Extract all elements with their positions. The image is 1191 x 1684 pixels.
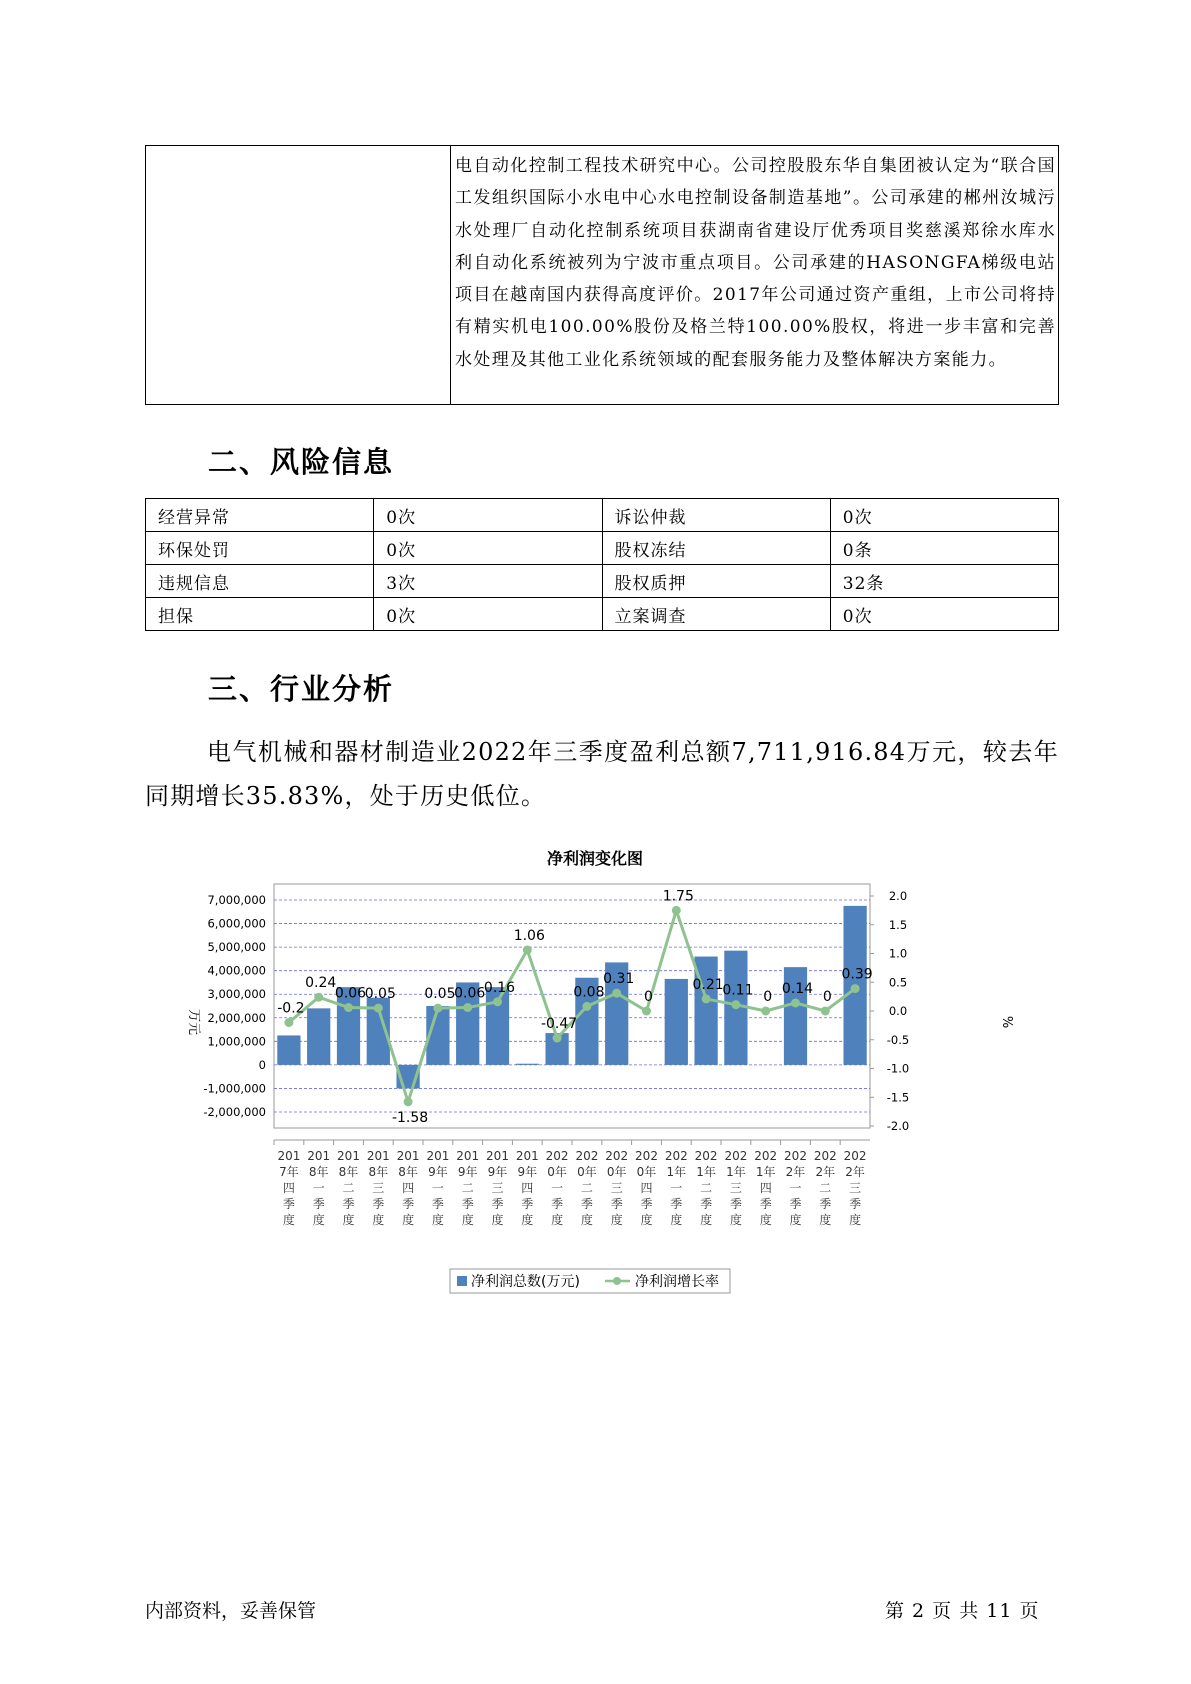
growth-point (612, 989, 621, 998)
x-tick-label: 二 (819, 1181, 832, 1195)
company-info-left-cell (146, 146, 451, 405)
x-tick-label: 一 (312, 1181, 325, 1195)
legend-bar-label: 净利润总数(万元) (471, 1274, 580, 1290)
x-tick-label: 一 (551, 1181, 564, 1195)
chart-ylabel-left: 万元 (186, 1008, 201, 1036)
y-right-tick-label: 2.0 (888, 889, 908, 903)
x-tick-label: 季 (610, 1197, 623, 1211)
x-tick-label: 度 (461, 1213, 474, 1227)
x-tick-label: 季 (342, 1197, 355, 1211)
risk-label: 诉讼仲裁 (602, 499, 830, 532)
x-tick-label: 0年 (577, 1165, 597, 1179)
growth-point (761, 1007, 770, 1016)
x-tick-label: 四 (282, 1181, 295, 1195)
chart-ylabel-right: % (999, 1015, 1014, 1029)
y-right-tick-label: 0.5 (888, 975, 908, 990)
x-tick-label: 202 (754, 1149, 778, 1163)
x-tick-label: 8年 (398, 1165, 418, 1179)
chart-svg (180, 840, 1014, 1310)
x-tick-label: 季 (551, 1197, 564, 1211)
y-left-tick-label: 5,000,000 (207, 940, 266, 955)
risk-label: 经营异常 (146, 499, 374, 532)
x-tick-label: 一 (431, 1181, 444, 1195)
risk-value: 0次 (830, 499, 1058, 532)
growth-point (731, 1000, 740, 1009)
growth-point (493, 997, 502, 1006)
x-tick-label: 1年 (696, 1165, 716, 1179)
x-tick-label: 季 (759, 1197, 772, 1211)
growth-point (374, 1004, 383, 1013)
y-left-tick-label: 3,000,000 (207, 987, 266, 1002)
x-tick-label: 季 (670, 1197, 683, 1211)
x-tick-label: 三 (849, 1181, 862, 1195)
footer-page-number: 第 2 页 共 11 页 (885, 1600, 1040, 1622)
x-tick-label: 四 (759, 1181, 772, 1195)
legend-line-label: 净利润增长率 (635, 1274, 719, 1290)
x-tick-label: 一 (789, 1181, 802, 1195)
x-tick-label: 度 (431, 1213, 444, 1227)
growth-data-label: 0.21 (692, 976, 724, 993)
x-tick-label: 度 (402, 1213, 415, 1227)
legend-line-marker (613, 1277, 621, 1285)
x-tick-label: 201 (426, 1149, 450, 1163)
y-right-tick-label: -1.5 (886, 1090, 910, 1105)
company-description: 电自动化控制工程技术研究中心。公司控股股东华自集团被认定为“联合国工发组织国际小水电中心水电控制设备制造基地”。公司承建的郴州汝城污水处理厂自动化控制系统项目获湖南省建设厅优秀项目奖慈溪郑徐水库水利自动化系统被列为宁波市重点项目。公司承建的HASONGFA梯级电站项目在越南国内获得高度评价。2017年公司通过资产重组，上市公司将持有精实机电100.00%股份及格兰特100.00%股权，将进一步丰富和完善水处理及其他工业化系统领域的配套服务能力及整体解决方案能力。 (455, 156, 1056, 370)
industry-analysis-text: 电气机械和器材制造业2022年三季度盈利总额7,711,916.84万元，较去年同期增长35.83%，处于历史低位。 (145, 738, 1059, 810)
risk-label: 股权冻结 (602, 532, 830, 565)
y-left-tick-label: -2,000,000 (203, 1105, 266, 1119)
footer-confidential: 内部资料，妥善保管 (145, 1600, 317, 1622)
growth-point (463, 1003, 472, 1012)
y-left-tick-label: 7,000,000 (207, 893, 266, 907)
x-tick-label: 度 (729, 1213, 742, 1227)
risk-value: 32条 (830, 565, 1058, 598)
x-tick-label: 季 (819, 1197, 832, 1211)
growth-data-label: 0 (822, 989, 832, 1005)
growth-point (314, 993, 323, 1002)
table-row (146, 598, 1059, 631)
x-tick-label: 8年 (308, 1165, 329, 1179)
x-tick-label: 度 (759, 1213, 772, 1227)
growth-data-label: 0.11 (722, 982, 754, 999)
growth-point (404, 1097, 413, 1106)
x-tick-label: 201 (456, 1149, 480, 1163)
growth-data-label: 0.06 (454, 985, 486, 1002)
x-tick-label: 9年 (517, 1165, 538, 1179)
y-left-tick-label: 4,000,000 (207, 963, 266, 978)
x-tick-label: 202 (694, 1149, 718, 1163)
risk-value: 0次 (374, 532, 602, 565)
company-info-right-cell (451, 146, 1059, 405)
x-tick-label: 202 (545, 1149, 569, 1163)
table-row (146, 565, 1059, 598)
x-tick-label: 四 (640, 1181, 653, 1195)
y-right-tick-label: -0.5 (886, 1032, 910, 1047)
growth-point (284, 1018, 293, 1027)
x-tick-label: 季 (580, 1197, 593, 1211)
risk-table (145, 498, 1059, 631)
x-tick-label: 2年 (815, 1165, 836, 1179)
x-tick-label: 202 (724, 1149, 748, 1163)
x-tick-label: 9年 (428, 1165, 448, 1179)
risk-value: 0条 (830, 532, 1058, 565)
x-tick-label: 1年 (666, 1165, 687, 1179)
x-tick-label: 202 (605, 1149, 629, 1163)
y-right-tick-label: -2.0 (886, 1119, 910, 1133)
legend-bar-swatch (457, 1276, 467, 1286)
growth-data-label: -0.47 (540, 1016, 578, 1033)
y-right-tick-label: 0.0 (888, 1004, 908, 1018)
x-tick-label: 度 (849, 1213, 862, 1227)
x-tick-label: 季 (372, 1197, 385, 1211)
x-tick-label: 季 (282, 1197, 295, 1211)
x-tick-label: 度 (491, 1213, 504, 1227)
x-tick-label: 四 (521, 1181, 534, 1195)
x-tick-label: 201 (307, 1149, 331, 1163)
x-tick-label: 四 (402, 1181, 415, 1195)
x-tick-label: 202 (635, 1149, 658, 1163)
growth-data-label: 0 (644, 989, 653, 1005)
x-tick-label: 202 (843, 1149, 867, 1163)
x-tick-label: 0年 (636, 1165, 657, 1179)
x-tick-label: 8年 (338, 1165, 359, 1179)
chart-legend (450, 1269, 730, 1293)
growth-point (672, 906, 681, 915)
x-tick-label: 8年 (368, 1165, 389, 1179)
x-tick-label: 季 (729, 1197, 742, 1211)
risk-value: 0次 (830, 598, 1058, 631)
growth-point (791, 998, 800, 1007)
x-tick-label: 0年 (547, 1165, 567, 1179)
x-tick-label: 度 (640, 1213, 653, 1227)
growth-data-label: 0.05 (424, 986, 456, 1003)
x-tick-label: 季 (700, 1197, 713, 1211)
growth-point (553, 1034, 562, 1043)
x-tick-label: 202 (664, 1149, 688, 1163)
risk-label: 股权质押 (602, 565, 830, 598)
growth-data-label: 0.08 (573, 984, 605, 1001)
growth-point (523, 946, 532, 955)
x-tick-label: 201 (396, 1149, 420, 1163)
x-tick-label: 季 (521, 1197, 534, 1211)
company-info-table (145, 145, 1059, 405)
growth-data-label: -1.58 (391, 1109, 429, 1126)
growth-data-label: 0.14 (781, 980, 814, 997)
x-tick-label: 度 (670, 1213, 683, 1227)
x-tick-label: 2年 (785, 1165, 806, 1179)
x-tick-label: 度 (610, 1213, 623, 1227)
x-tick-label: 三 (610, 1181, 623, 1195)
x-tick-label: 二 (342, 1181, 355, 1195)
x-tick-label: 201 (277, 1149, 301, 1163)
x-tick-label: 三 (729, 1181, 742, 1195)
y-right-tick-label: 1.5 (888, 917, 908, 932)
growth-data-label: 0.39 (841, 966, 873, 983)
section-industry-title: 三、行业分析 (208, 672, 395, 706)
x-tick-label: 二 (461, 1181, 474, 1195)
x-tick-label: 201 (337, 1149, 360, 1163)
x-tick-label: 9年 (457, 1165, 478, 1179)
section-risk-title: 二、风险信息 (208, 445, 395, 479)
growth-point (821, 1007, 830, 1016)
growth-data-label: 1.75 (662, 888, 694, 905)
y-right-tick-label: 1.0 (888, 946, 908, 961)
x-tick-label: 度 (789, 1213, 802, 1227)
growth-point (642, 1007, 651, 1016)
risk-label: 环保处罚 (146, 532, 374, 565)
growth-point (344, 1003, 353, 1012)
x-tick-label: 季 (849, 1197, 862, 1211)
risk-label: 立案调查 (602, 598, 830, 631)
growth-data-label: 0.06 (334, 985, 367, 1002)
x-tick-label: 0年 (606, 1165, 627, 1179)
y-left-tick-label: 0 (258, 1057, 266, 1072)
x-tick-label: 季 (789, 1197, 802, 1211)
x-tick-label: 一 (670, 1181, 683, 1195)
chart-title: 净利润变化图 (546, 849, 644, 868)
x-tick-label: 2年 (845, 1165, 865, 1179)
x-tick-label: 度 (580, 1213, 593, 1227)
x-tick-label: 202 (575, 1149, 599, 1163)
x-tick-label: 202 (813, 1149, 837, 1163)
x-tick-label: 201 (366, 1149, 390, 1163)
growth-point (702, 994, 711, 1003)
table-row (146, 499, 1059, 532)
x-tick-label: 二 (580, 1181, 593, 1195)
x-tick-label: 二 (700, 1181, 713, 1195)
x-tick-label: 9年 (487, 1165, 508, 1179)
y-left-tick-label: 1,000,000 (207, 1034, 266, 1049)
x-tick-label: 季 (402, 1197, 415, 1211)
bar (307, 1008, 330, 1065)
x-tick-label: 度 (282, 1213, 295, 1227)
x-tick-label: 季 (431, 1197, 444, 1211)
growth-data-label: 0 (763, 989, 773, 1005)
growth-point (582, 1002, 591, 1011)
growth-data-label: 0.31 (603, 971, 635, 988)
table-row (146, 532, 1059, 565)
x-tick-label: 三 (372, 1181, 385, 1195)
growth-data-label: 1.06 (513, 928, 545, 945)
x-tick-label: 1年 (755, 1165, 776, 1179)
x-tick-label: 201 (515, 1149, 539, 1163)
x-tick-label: 度 (819, 1213, 832, 1227)
x-tick-label: 201 (486, 1149, 509, 1163)
net-profit-chart (180, 840, 1014, 1310)
x-tick-label: 季 (312, 1197, 325, 1211)
growth-data-label: -0.2 (277, 1000, 305, 1017)
x-tick-label: 三 (491, 1181, 504, 1195)
y-left-tick-label: 2,000,000 (207, 1010, 266, 1025)
y-left-tick-label: -1,000,000 (203, 1081, 266, 1096)
x-tick-label: 度 (521, 1213, 534, 1227)
x-tick-label: 度 (342, 1213, 355, 1227)
x-tick-label: 度 (551, 1213, 564, 1227)
x-tick-label: 1年 (726, 1165, 746, 1179)
y-left-tick-label: 6,000,000 (207, 916, 266, 931)
x-tick-label: 7年 (279, 1165, 299, 1179)
bar (277, 1035, 300, 1064)
growth-data-label: 0.05 (364, 986, 396, 1003)
x-tick-label: 季 (461, 1197, 474, 1211)
bar (516, 1064, 539, 1065)
growth-data-label: 0.24 (305, 975, 337, 992)
risk-label: 违规信息 (146, 565, 374, 598)
x-tick-label: 季 (640, 1197, 653, 1211)
risk-value: 0次 (374, 499, 602, 532)
risk-label: 担保 (146, 598, 374, 631)
risk-value: 0次 (374, 598, 602, 631)
risk-value: 3次 (374, 565, 602, 598)
growth-data-label: 0.16 (483, 979, 516, 996)
x-tick-label: 度 (312, 1213, 325, 1227)
growth-point (433, 1004, 442, 1013)
bar (665, 979, 688, 1065)
growth-point (851, 984, 860, 993)
y-right-tick-label: -1.0 (886, 1061, 910, 1076)
x-tick-label: 度 (700, 1213, 713, 1227)
x-tick-label: 202 (784, 1149, 807, 1163)
x-tick-label: 度 (372, 1213, 385, 1227)
x-tick-label: 季 (491, 1197, 504, 1211)
